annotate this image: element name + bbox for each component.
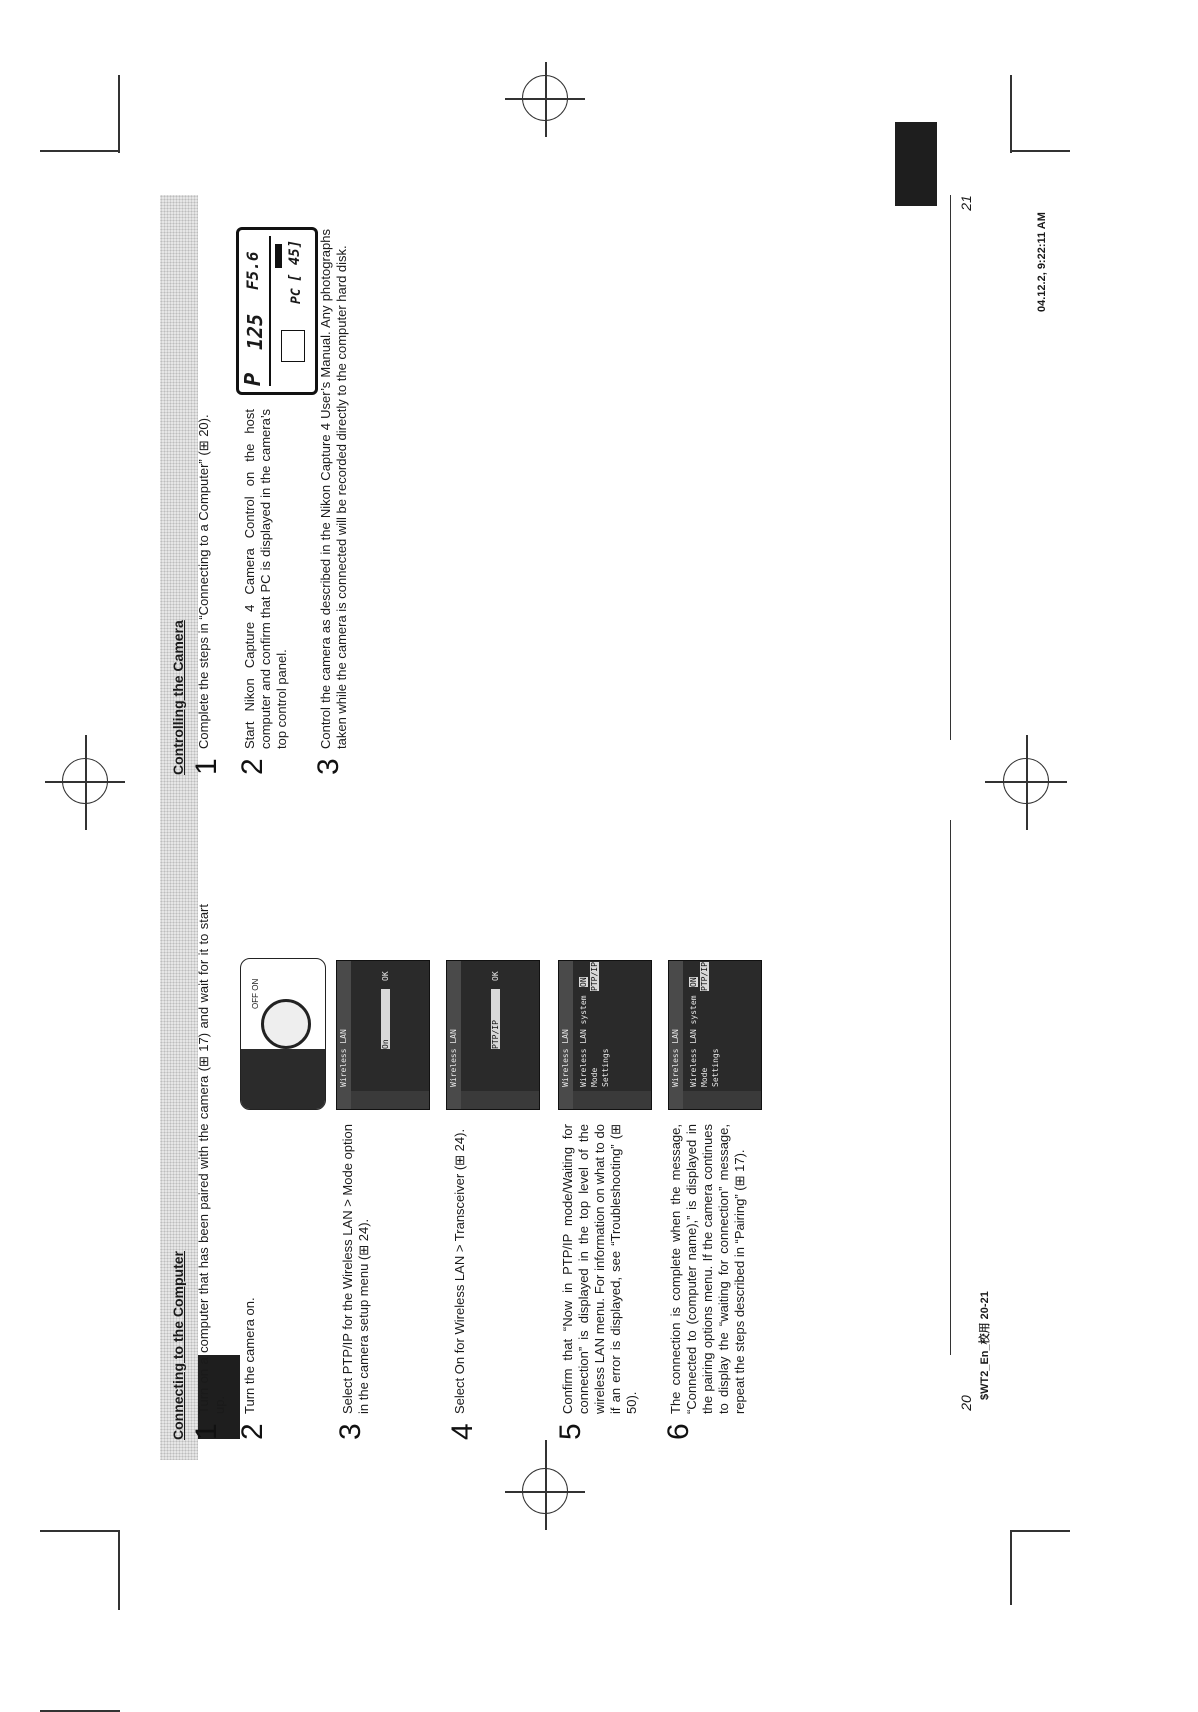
crop-mark — [1010, 75, 1012, 153]
crop-mark — [40, 1530, 120, 1532]
chapter-tab — [895, 122, 937, 206]
page-number-left: 20 — [957, 1395, 974, 1411]
menu-screen-waiting: Wireless LAN Wireless LAN system ON Mode PTP/IP Settings — [558, 960, 652, 1110]
crop-mark — [40, 1710, 120, 1712]
menu-screen-mode: Wireless LAN PTP/IP OK — [446, 960, 540, 1110]
registration-mark — [1026, 735, 1028, 830]
page-content: Connecting to the Computer 1 Turn on a computer that has been paired with the camera (⊞ 17) and wait for it to start up. 2 Turn the camera on. OFF ON 3 Select PTP/IP for the Wireless LAN > Mode option in the camera setup menu (⊞ 24). Wireless LAN On OK 4 Select On for Wireless LAN > Transceiver (⊞ 24). Wireless LAN PTP/IP OK 5 Confirm that “Now in PTP/IP mode/Waiting for connection” is displayed in the top level of the wireless LAN menu. For information on what to do if an error is displayed, see “Troubleshooting” (⊞ 50). Wireless LAN Wireless LAN system ON Mode PTP/IP Settings 6 The connection is complete when the message, “Connected to (computer name),” is displayed in the pairing options menu. If the camera continues to display the “waiting for connection” message, repeat the steps described in “Pairing” (⊞ 17). Wireless LAN Wireless LAN system ON Mode PTP/IP Settings Controlling the Camera 1 Complete the steps in “Connecting to a Computer” (⊞ 20). 2 Start Nikon Capture 4 Camera Control on the host computer and confirm that PC is displayed in the camera’s top control panel. P 125 F5.6 PC [ 45] 3 Control the camera as described in the Nikon Capture 4 User’s Manual. Any photographs taken while the camera is connected will be recorded directly to the computer hard disk. — [160, 195, 940, 1460]
crop-mark — [1010, 1530, 1070, 1532]
section-title: Controlling the Camera — [170, 620, 186, 775]
crop-mark — [1010, 1530, 1012, 1605]
top-control-panel: P 125 F5.6 PC [ 45] — [236, 227, 318, 395]
menu-screen-connected: Wireless LAN Wireless LAN system ON Mode PTP/IP Settings — [668, 960, 762, 1110]
crop-mark — [118, 75, 120, 153]
registration-mark — [545, 62, 547, 137]
section-title: Connecting to the Computer — [170, 1251, 186, 1440]
footer-right: 04.12.2, 9:22:11 AM — [1036, 212, 1048, 312]
crop-mark — [1010, 150, 1070, 152]
page-rule — [950, 820, 951, 1355]
menu-screen-transceiver: Wireless LAN On OK — [336, 960, 430, 1110]
page-rule — [950, 195, 951, 740]
crop-mark — [118, 1530, 120, 1610]
page-number-right: 21 — [957, 195, 974, 211]
registration-mark — [85, 735, 87, 830]
footer-left: $WT2_En_校用 20-21 — [979, 1291, 991, 1400]
crop-mark — [40, 150, 120, 152]
camera-power-illustration: OFF ON — [240, 958, 326, 1110]
